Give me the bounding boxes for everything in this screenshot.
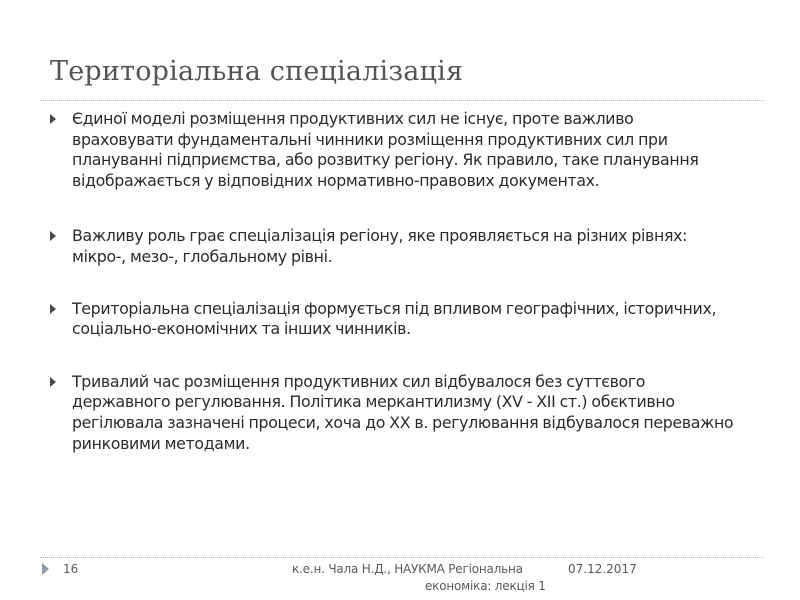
bullet-item [48, 226, 738, 267]
footer-arrow-icon [42, 563, 49, 575]
bullet-text: Тривалий час розміщення продуктивних сил відбувалося без суттєвого державного регулювання. Політика меркантилизму (XV - XII ст.) обєктивно регілювала зазначені процеси, хоча до ХХ в. регулювання відбувалося переважно ринковими методами. [72, 371, 734, 453]
bullet-arrow-icon [50, 231, 56, 241]
bullet-arrow-icon [50, 304, 56, 314]
footer-author-line-2: економіка: лекція 1 [425, 579, 546, 593]
bullet-text: Територіальна спеціалізація формується під впливом географічних, історичних, соціально-економічних та інших чинників. [72, 298, 717, 339]
page-number: 16 [63, 562, 79, 576]
bullet-arrow-icon [50, 377, 56, 387]
footer-divider [40, 557, 764, 558]
bullet-text: Важливу роль грає спеціалізація регіону, яке проявляється на різних рівнях: мікро-, мезо-, глобальному рівні. [72, 226, 688, 266]
bullet-text: Єдиної моделі розміщення продуктивних сил не існує, проте важливо враховувати фундаментальні чинники розміщення продуктивних сил при плануванні підприємства, або розвитку регіону. Як правило, таке планування відображається у відповідних нормативно-правових документах. [72, 109, 699, 190]
footer-date: 07.12.2017 [568, 562, 637, 576]
bullet-list [48, 109, 738, 454]
bullet-arrow-icon [50, 114, 56, 124]
title-divider [40, 100, 764, 101]
bullet-item [48, 299, 738, 340]
footer-author-line-1: к.е.н. Чала Н.Д., НАУКМА Регіональна [292, 562, 523, 576]
slide-title: Територіальна спеціалізація [50, 56, 464, 87]
bullet-item [48, 372, 738, 454]
footer-author [292, 561, 546, 595]
bullet-item [48, 109, 738, 191]
